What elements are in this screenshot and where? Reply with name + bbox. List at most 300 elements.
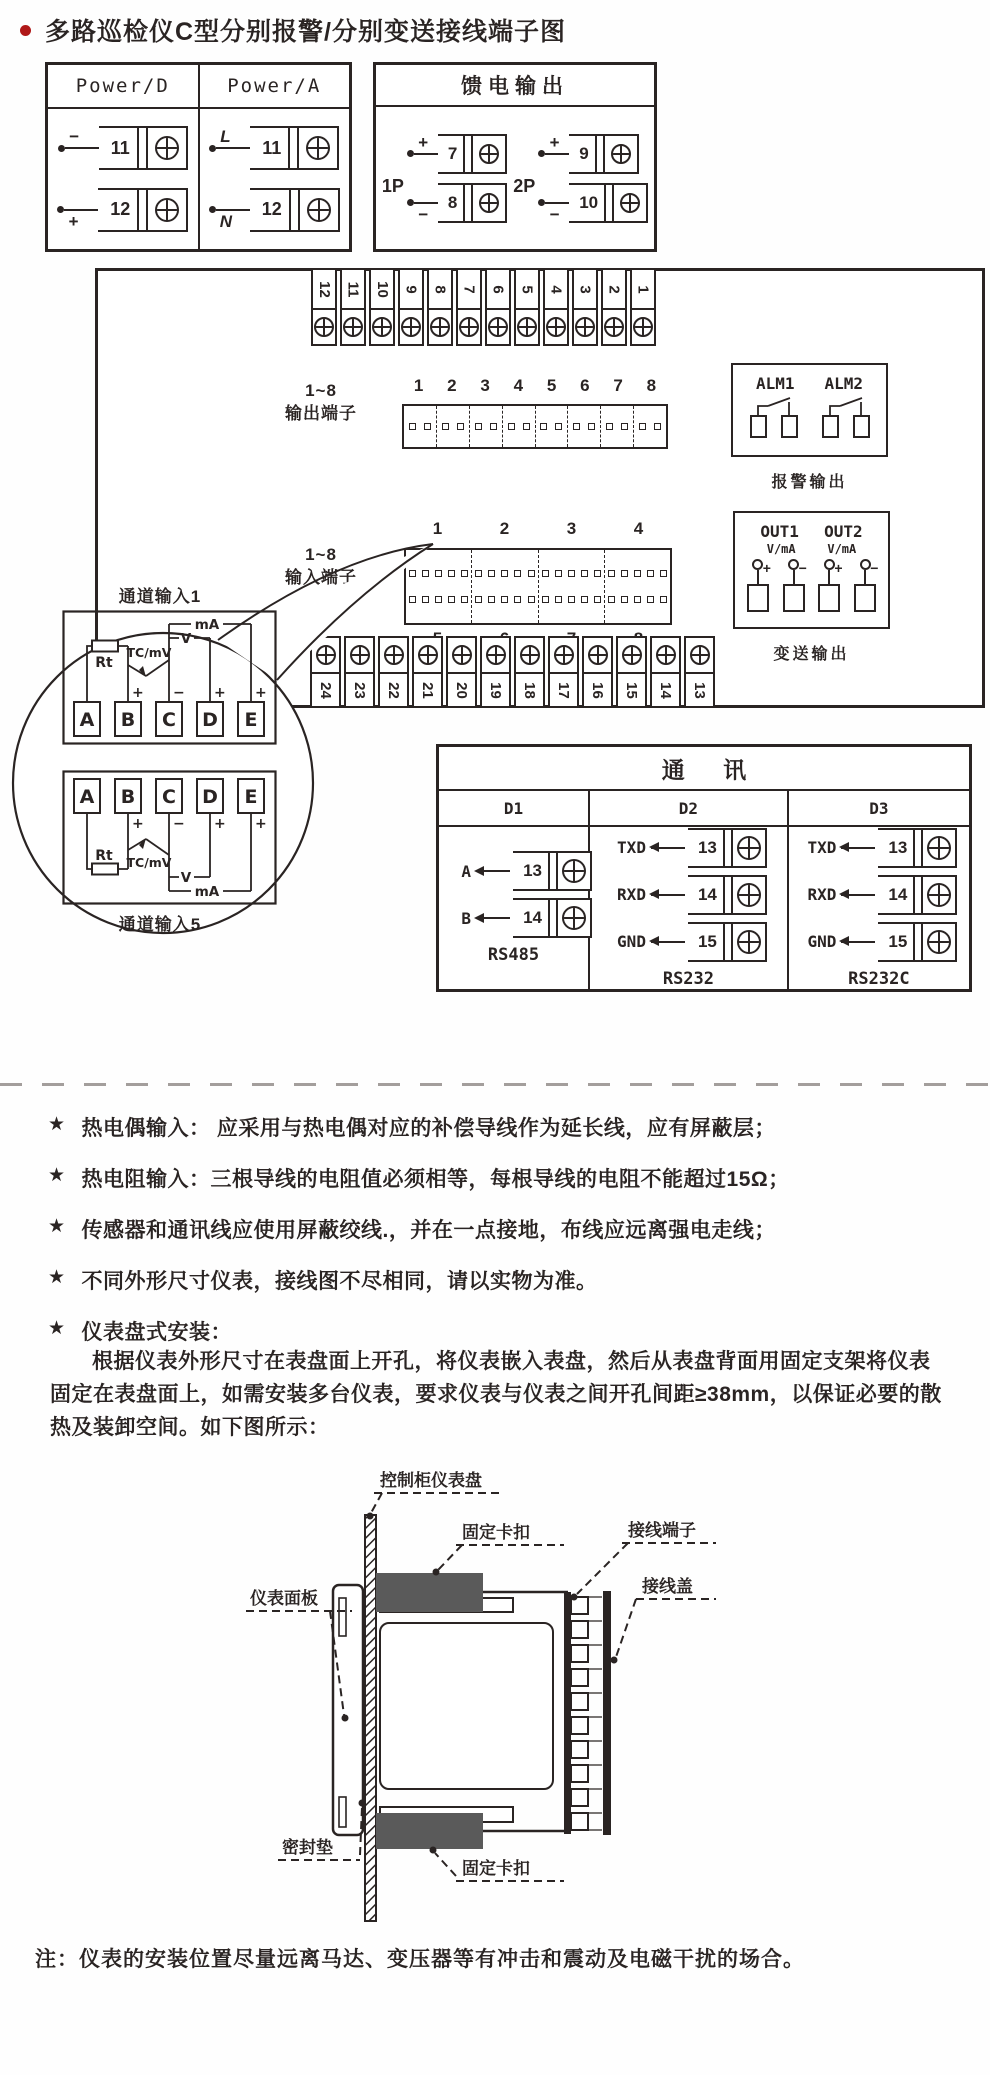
strip-screw <box>584 638 611 674</box>
pin-square <box>424 423 431 430</box>
screw-terminal-icon <box>620 193 640 213</box>
strip-number <box>487 270 509 310</box>
notes-list <box>48 1112 960 1367</box>
polarity-plus: + <box>214 816 226 832</box>
pin-square <box>461 570 468 577</box>
pin-square <box>542 596 549 603</box>
screw-terminal-icon <box>546 317 566 337</box>
strip-screw <box>448 638 475 674</box>
signal-label: A <box>461 861 472 881</box>
polarity-plus: + <box>214 685 226 701</box>
terminal-a: A <box>79 709 95 731</box>
output-name: 输出端子 <box>285 404 357 423</box>
screw-terminal-icon <box>430 317 450 337</box>
star-bullet-icon: ★ <box>48 1165 66 1186</box>
strip-screw <box>516 310 538 344</box>
strip-number-text: 18 <box>521 681 538 699</box>
screw-terminal-icon <box>459 317 479 337</box>
v-label: V <box>180 870 192 886</box>
left-arrow-icon <box>841 894 875 896</box>
v-label: V <box>180 631 192 647</box>
terminal-cup <box>923 877 955 913</box>
strip-screw <box>686 638 713 674</box>
red-bullet-icon <box>20 25 31 36</box>
feed-group-2p <box>513 134 648 223</box>
pin-square <box>488 596 495 603</box>
pin-square <box>555 423 562 430</box>
terminal-block <box>723 875 767 915</box>
out1-label: OUT1 <box>760 522 799 541</box>
screw-terminal-icon <box>656 645 676 665</box>
note-item <box>48 1214 960 1244</box>
pin-square <box>501 570 508 577</box>
terminal-number: 13 <box>513 851 548 891</box>
strip-number <box>400 270 422 310</box>
screw-terminal-icon <box>927 836 951 860</box>
strip-cell <box>369 268 395 346</box>
strip-cell <box>684 636 715 708</box>
comm-terminal <box>610 828 767 868</box>
pin-square <box>528 570 535 577</box>
pin-square <box>555 596 562 603</box>
bottom-note: 注：仪表的安装位置尽量远离马达、变压器等有冲击和震动及电磁干扰的场合。 <box>35 1948 805 1971</box>
pin-ring-icon <box>752 559 763 570</box>
pin-row <box>475 596 534 603</box>
pin-sign: + <box>762 560 771 576</box>
strip-number <box>584 674 611 706</box>
fixing-clip-bottom <box>376 1813 483 1849</box>
pin-square <box>608 596 615 603</box>
strip-screw <box>516 638 543 674</box>
strip-cell <box>630 268 656 346</box>
alarm-output-caption: 报警输出 <box>771 474 848 491</box>
terminal-slot <box>550 900 558 936</box>
power-a-header: Power/A <box>227 75 322 97</box>
terminal-b: B <box>120 709 136 731</box>
terminal-slot <box>915 924 923 960</box>
output-section <box>503 406 536 447</box>
polarity-label: + <box>68 211 79 231</box>
note-text: 热电阻输入：三根导线的电阻值必须相等，每根导线的电阻不能超过15Ω； <box>81 1168 790 1191</box>
input-section <box>605 550 670 623</box>
output-terminals-label <box>246 379 396 425</box>
wire-dot-icon <box>538 199 545 206</box>
strip-number <box>516 674 543 706</box>
pin-square <box>573 423 580 430</box>
polarity-minus: − <box>173 685 185 701</box>
output-range: 1~8 <box>305 381 337 400</box>
comm-terminal <box>800 922 957 962</box>
screw-terminal-icon <box>927 930 951 954</box>
alm2-label: ALM2 <box>824 374 864 393</box>
screw-terminal-icon <box>479 193 499 213</box>
wire <box>545 202 569 224</box>
comm-standard-caption: RS232C <box>848 968 910 989</box>
screw-terminal-icon <box>737 930 761 954</box>
fixing-clip-top <box>376 1573 483 1612</box>
terminal-cup <box>473 136 505 172</box>
terminal-slot <box>139 128 148 168</box>
out-pin <box>781 559 807 612</box>
screw-terminal-icon <box>155 136 179 160</box>
terminal-number: 12 <box>250 188 289 232</box>
output-number: 4 <box>513 376 524 395</box>
terminal-number: 13 <box>878 828 913 868</box>
output-terminal-strip <box>402 404 668 449</box>
pin-row <box>475 570 534 577</box>
terminal-number: 14 <box>513 898 548 938</box>
strip-number <box>632 270 654 310</box>
feed-output-body <box>376 107 654 249</box>
pin-square <box>475 596 482 603</box>
strip-screw <box>574 310 596 344</box>
terminal-slot <box>139 190 148 230</box>
comm-standard-caption: RS232 <box>662 968 715 989</box>
rt-label: Rt <box>95 655 113 671</box>
feed-group-label: 1P <box>381 175 404 196</box>
strip-screw <box>632 310 654 344</box>
strip-screw <box>371 310 393 344</box>
relay-contact-icon <box>746 394 802 440</box>
wiring-cover-label: 接线盖 <box>642 1577 693 1597</box>
pin-sign: − <box>798 560 807 576</box>
note-item <box>48 1316 960 1346</box>
left-arrow-icon <box>651 847 685 849</box>
comm-terminal <box>610 875 767 915</box>
strip-number-text: 17 <box>555 681 572 699</box>
pin-square <box>647 596 654 603</box>
pin-square <box>639 423 646 430</box>
pin-square <box>409 423 416 430</box>
strip-cell <box>480 636 511 708</box>
strip-screw <box>550 638 577 674</box>
terminal-block <box>723 828 767 868</box>
polarity-label: − <box>417 204 428 224</box>
screw-terminal-icon <box>562 906 586 930</box>
input-range: 1~8 <box>305 545 337 564</box>
terminal-cup <box>148 190 186 230</box>
left-arrow-icon <box>651 894 685 896</box>
termin al-number: 14 <box>688 875 723 915</box>
power-a-column <box>200 109 350 249</box>
wire <box>216 209 250 231</box>
screw-terminal-icon <box>554 645 574 665</box>
pin-square <box>542 570 549 577</box>
out2-unit: V/mA <box>827 542 857 556</box>
terminal-number: 9 <box>569 134 594 174</box>
output-number: 5 <box>546 376 557 395</box>
terminal-block <box>595 134 639 174</box>
left-arrow-icon <box>476 917 510 919</box>
front-panel-label: 仪表面板 <box>250 1589 318 1609</box>
wire-dot-icon <box>58 145 65 152</box>
strip-screw <box>313 310 335 344</box>
input-section <box>472 550 538 623</box>
power-d-column <box>48 109 200 249</box>
strip-cell <box>514 636 545 708</box>
col-d2-header: D2 <box>590 791 789 825</box>
pin-square <box>568 570 575 577</box>
screw-terminal-icon <box>517 317 537 337</box>
pin-square <box>608 570 615 577</box>
relay-contact-icon <box>818 394 874 440</box>
pin-square <box>475 570 482 577</box>
pin-square <box>475 423 482 430</box>
page-title: 多路巡检仪C型分别报警/分别变送接线端子图 <box>45 18 567 46</box>
strip-cell <box>456 268 482 346</box>
screw-terminal-icon <box>562 859 586 883</box>
feed-output-box <box>373 62 657 252</box>
terminal-cup <box>148 128 186 168</box>
screw-terminal-icon <box>575 317 595 337</box>
power-terminal-box <box>45 62 352 252</box>
fixing-clip-bottom-label: 固定卡扣 <box>462 1859 530 1879</box>
strip-cell <box>616 636 647 708</box>
terminal-c: C <box>162 709 176 731</box>
terminal-block <box>548 851 592 891</box>
comm-title: 通 讯 <box>439 747 969 791</box>
strip-number <box>618 674 645 706</box>
pin-square <box>508 423 515 430</box>
strip-number <box>458 270 480 310</box>
terminal-block <box>289 188 340 232</box>
output-number: 1 <box>413 376 424 395</box>
comm-terminal <box>435 851 592 891</box>
installation-diagram <box>230 1445 720 1945</box>
terminal-slot <box>291 190 300 230</box>
rt-label: Rt <box>95 848 113 864</box>
strip-number <box>652 674 679 706</box>
polarity-label: N <box>219 211 233 231</box>
polarity-label: − <box>549 204 560 224</box>
pin-square <box>461 596 468 603</box>
wire <box>414 132 438 155</box>
terminal-e: E <box>244 786 258 808</box>
polarity-label: − <box>68 127 79 147</box>
screw-terminal-icon <box>479 144 499 164</box>
strip-cell <box>485 268 511 346</box>
pin-square <box>621 596 628 603</box>
terminal-slot <box>725 924 733 960</box>
terminal-cup <box>614 185 646 221</box>
feed-terminals <box>538 134 648 223</box>
signal-label: TXD <box>617 838 646 857</box>
strip-number-text: 22 <box>385 681 402 699</box>
wire-dot-icon <box>407 150 414 157</box>
left-arrow-icon <box>476 870 510 872</box>
strip-number-text: 24 <box>317 681 334 699</box>
output-number: 3 <box>480 376 490 395</box>
cabinet-panel <box>365 1515 376 1921</box>
pin-square <box>594 570 601 577</box>
strip-number-text: 6 <box>489 284 507 294</box>
output-section <box>470 406 503 447</box>
fixing-clip-top-label: 固定卡扣 <box>462 1523 530 1543</box>
pin-square <box>647 570 654 577</box>
input-section <box>539 550 605 623</box>
comm-terminal <box>800 875 957 915</box>
screw-terminal-icon <box>520 645 540 665</box>
pin-square <box>528 596 535 603</box>
signal-label: GND <box>617 932 646 951</box>
pin-square <box>442 423 449 430</box>
alarm-relays <box>746 394 874 440</box>
strip-cell <box>427 268 453 346</box>
input-number: 3 <box>566 519 577 538</box>
terminal-a: A <box>79 786 95 808</box>
terminal-cup <box>558 853 590 889</box>
out-names <box>735 522 888 541</box>
output-section <box>601 406 634 447</box>
note-text: 不同外形尺寸仪表，接线图不尽相同，请以实物为准。 <box>81 1270 598 1293</box>
terminal-d: D <box>202 786 218 808</box>
screw-terminal-icon <box>372 317 392 337</box>
signal-label: RXD <box>807 885 837 904</box>
terminal-b: B <box>120 786 136 808</box>
strip-screw <box>458 310 480 344</box>
signal-label: GND <box>807 932 837 951</box>
ma-label: mA <box>194 884 220 900</box>
comm-standard-caption: RS485 <box>487 945 540 965</box>
strip-number <box>603 270 625 310</box>
strip-number <box>313 270 335 310</box>
strip-screw <box>618 638 645 674</box>
pin-square <box>660 596 667 603</box>
power-terminal <box>209 126 339 170</box>
strip-number-text: 7 <box>460 284 478 294</box>
cabinet-panel-label: 控制柜仪表盘 <box>380 1471 482 1491</box>
pin-row <box>542 570 601 577</box>
output-number: 6 <box>580 376 590 395</box>
strip-screw <box>652 638 679 674</box>
pin-square <box>621 570 628 577</box>
strip-cell <box>514 268 540 346</box>
strip-screw <box>400 310 422 344</box>
strip-number-text: 5 <box>518 284 536 294</box>
terminal-block <box>463 134 507 174</box>
terminal-slot <box>915 877 923 913</box>
terminal-cup <box>733 877 765 913</box>
out-pin <box>852 559 878 612</box>
screw-terminal-icon <box>155 198 179 222</box>
strip-number <box>516 270 538 310</box>
alarm-names <box>756 374 863 393</box>
screw-terminal-icon <box>307 198 331 222</box>
comm-column-headers <box>439 791 969 827</box>
out-units <box>735 542 888 556</box>
strip-number-text: 19 <box>487 681 504 699</box>
pin-stem <box>757 570 759 584</box>
wire-dot-icon <box>407 199 414 206</box>
terminal-cup <box>923 830 955 866</box>
pin-square <box>457 423 464 430</box>
screw-terminal-icon <box>737 883 761 907</box>
strip-cell <box>340 268 366 346</box>
pin-row <box>608 570 667 577</box>
strip-number-text: 14 <box>657 681 674 699</box>
strip-number <box>448 674 475 706</box>
pin-square <box>523 423 530 430</box>
left-arrow-icon <box>651 941 685 943</box>
note-text: 仪表盘式安装： <box>81 1321 233 1344</box>
input-number: 4 <box>633 519 644 538</box>
terminal-block <box>137 188 188 232</box>
strip-screw <box>487 310 509 344</box>
terminal-cup <box>605 136 637 172</box>
pin-ring-icon <box>860 559 871 570</box>
strip-number-text: 16 <box>589 681 606 699</box>
tc-mv-label: TC/mV <box>126 645 172 660</box>
screw-terminal-icon <box>306 136 330 160</box>
strip-number-text: 2 <box>605 284 623 294</box>
out2-label: OUT2 <box>824 522 863 541</box>
power-terminal <box>57 188 188 232</box>
pin-square <box>588 423 595 430</box>
feed-terminal <box>538 134 648 174</box>
strip-screw <box>545 310 567 344</box>
note-item <box>48 1265 960 1295</box>
output-section <box>536 406 569 447</box>
channel-input-1-label: 通道输入1 <box>118 587 202 606</box>
screw-terminal-icon <box>611 144 631 164</box>
wire <box>216 127 250 149</box>
comm-body <box>439 827 969 989</box>
polarity-plus: + <box>255 685 267 701</box>
star-bullet-icon: ★ <box>48 1267 66 1288</box>
note-item <box>48 1163 960 1193</box>
pin-square <box>555 570 562 577</box>
output-number: 8 <box>646 376 657 395</box>
screw-terminal-icon <box>737 836 761 860</box>
terminal-e: E <box>244 709 258 731</box>
terminal-block <box>288 126 339 170</box>
wire <box>414 202 438 224</box>
strip-number-text: 23 <box>351 681 368 699</box>
terminal-block <box>548 898 592 938</box>
terminal-number: 10 <box>569 183 604 223</box>
pin-square <box>581 570 588 577</box>
instrument-front-panel <box>333 1585 363 1835</box>
terminal-number: 11 <box>99 126 137 170</box>
comm-terminal <box>435 898 592 938</box>
polarity-plus: + <box>132 816 144 832</box>
comm-terminal <box>610 922 767 962</box>
note-text: 热电偶输入： 应采用与热电偶对应的补偿导线作为延长线，应有屏蔽层； <box>81 1117 776 1140</box>
dashed-divider <box>0 1083 990 1086</box>
terminal-block <box>137 126 188 170</box>
strip-number-text: 11 <box>344 281 362 297</box>
pin-sign: + <box>834 560 843 576</box>
screw-terminal-icon <box>452 645 472 665</box>
power-terminal <box>58 126 188 170</box>
strip-cell <box>650 636 681 708</box>
screw-terminal-icon <box>488 317 508 337</box>
feed-terminals <box>407 134 507 223</box>
wire-dot-icon <box>538 150 545 157</box>
signal-label: RXD <box>617 885 646 904</box>
feed-group-1p <box>382 134 508 223</box>
output-section <box>568 406 601 447</box>
output-numbers <box>402 376 668 396</box>
terminal-block <box>723 922 767 962</box>
strip-screw <box>342 310 364 344</box>
strip-number <box>371 270 393 310</box>
ma-label: mA <box>194 617 220 633</box>
pin-square <box>606 423 613 430</box>
screw-terminal-icon <box>588 645 608 665</box>
wire-dot-icon <box>57 206 64 213</box>
strip-number-text: 4 <box>547 284 565 294</box>
